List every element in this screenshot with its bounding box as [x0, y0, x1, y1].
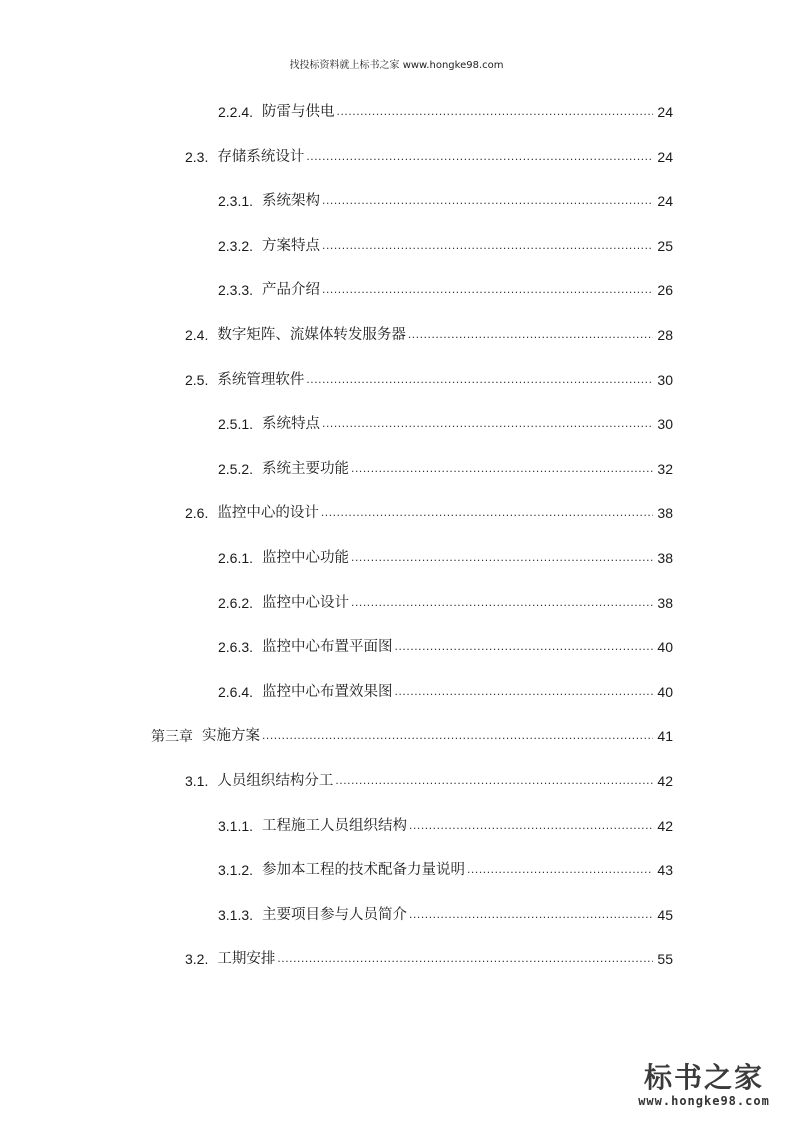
toc-entry-title: 实施方案	[202, 728, 260, 745]
toc-entry[interactable]	[185, 499, 673, 523]
toc-leader-dots	[409, 816, 653, 836]
toc-entry-title: 参加本工程的技术配备力量说明	[262, 862, 466, 879]
toc-leader-dots	[351, 548, 653, 568]
toc-entry-page: 30	[657, 371, 673, 388]
toc-entry[interactable]	[185, 945, 673, 969]
toc-leader-dots	[395, 682, 653, 702]
toc-entry-page: 43	[657, 862, 673, 879]
toc-entry[interactable]	[218, 589, 673, 613]
logo-brand: 标书之家	[643, 1061, 764, 1094]
page-header: 找投标资料就上标书之家 www.hongke98.com	[289, 60, 504, 71]
toc-entry-title: 系统管理软件	[217, 371, 305, 388]
toc-entry-title: 方案特点	[262, 237, 321, 254]
toc-leader-dots	[322, 236, 653, 256]
toc-entry-page: 24	[657, 148, 673, 165]
toc-entry-number: 2.5.1.	[218, 416, 254, 433]
toc-entry-title: 监控中心的设计	[217, 505, 319, 522]
toc-entry[interactable]	[151, 722, 673, 746]
toc-entry[interactable]	[185, 143, 673, 167]
toc-entry-page: 32	[657, 460, 673, 477]
toc-entry-number: 2.3.3.	[218, 282, 254, 299]
toc-leader-dots	[335, 771, 653, 791]
toc-entry-title: 工程施工人员组织结构	[262, 817, 408, 834]
toc-entry-page: 24	[657, 104, 673, 120]
toc-entry-page: 41	[657, 728, 673, 745]
toc-entry-page: 45	[657, 906, 673, 923]
toc-entry-number: 2.5.2.	[218, 460, 254, 477]
toc-entry[interactable]	[218, 633, 673, 657]
toc-leader-dots	[306, 147, 653, 167]
toc-leader-dots	[306, 370, 653, 390]
toc-entry-number: 2.5.	[185, 371, 209, 388]
logo-url: www.hongke98.com	[638, 1094, 770, 1108]
toc-entry[interactable]	[185, 767, 673, 791]
toc-leader-dots	[322, 414, 653, 434]
toc-entry-number: 2.6.1.	[218, 550, 254, 566]
toc-entry-title: 防雷与供电	[262, 104, 335, 120]
toc-entry-title: 监控中心布置平面图	[262, 639, 393, 656]
toc-entry-title: 系统架构	[262, 193, 321, 210]
toc-entry-page: 28	[657, 327, 673, 343]
toc-entry-title: 工期安排	[217, 951, 276, 968]
toc-entry-number: 3.2.	[185, 951, 209, 968]
toc-entry-number: 2.4.	[185, 327, 209, 343]
toc-entry[interactable]	[218, 98, 673, 122]
toc-leader-dots	[351, 593, 653, 613]
toc-entry-number: 3.1.	[185, 773, 209, 789]
toc-entry-number: 3.1.1.	[218, 817, 254, 834]
toc-entry-page: 25	[657, 237, 673, 254]
toc-leader-dots	[395, 637, 653, 657]
toc-entry-number: 2.3.2.	[218, 237, 254, 254]
toc-leader-dots	[467, 860, 653, 880]
toc-entry[interactable]	[218, 276, 673, 300]
toc-entry-page: 38	[657, 550, 673, 566]
toc-leader-dots	[262, 726, 653, 746]
toc-entry-page: 26	[657, 282, 673, 299]
toc-entry[interactable]	[218, 856, 673, 880]
toc-entry-number: 2.6.3.	[218, 639, 254, 656]
toc-leader-dots	[322, 280, 653, 300]
toc-entry-title: 存储系统设计	[217, 148, 305, 165]
toc-entry-title: 产品介绍	[262, 282, 321, 299]
toc-entry-title: 系统主要功能	[262, 460, 350, 477]
toc-entry-number: 2.6.	[185, 505, 209, 522]
toc-leader-dots	[322, 191, 653, 211]
toc-entry-page: 38	[657, 594, 673, 611]
toc-entry-title: 监控中心设计	[262, 594, 350, 611]
toc-entry[interactable]	[218, 410, 673, 434]
toc-entry-title: 主要项目参与人员简介	[262, 906, 408, 923]
toc-entry[interactable]	[218, 455, 673, 479]
toc-entry-number: 2.6.2.	[218, 594, 254, 611]
toc-leader-dots	[321, 503, 653, 523]
toc-entry-number: 3.1.2.	[218, 862, 254, 879]
toc-entry-page: 42	[657, 773, 673, 789]
toc-entry-number: 2.3.1.	[218, 193, 254, 210]
toc-entry-page: 24	[657, 193, 673, 210]
toc-entry-title: 系统特点	[262, 416, 321, 433]
toc-leader-dots	[408, 325, 653, 345]
toc-entry[interactable]	[218, 544, 673, 568]
toc-entry-number: 3.1.3.	[218, 906, 254, 923]
toc-entry-number: 第三章	[151, 728, 193, 745]
toc-leader-dots	[337, 102, 653, 122]
toc-entry-title: 人员组织结构分工	[217, 773, 334, 789]
toc-entry-title: 监控中心功能	[262, 550, 350, 566]
toc-entry[interactable]	[218, 187, 673, 211]
toc-entry-number: 2.3.	[185, 148, 209, 165]
toc-entry-title: 数字矩阵、流媒体转发服务器	[217, 327, 406, 343]
toc-entry[interactable]	[218, 678, 673, 702]
toc-entry-page: 55	[657, 951, 673, 968]
toc-entry[interactable]	[218, 232, 673, 256]
toc-entry-page: 38	[657, 505, 673, 522]
watermark-logo	[629, 1062, 779, 1108]
toc-entry-page: 40	[657, 683, 673, 700]
toc-entry[interactable]	[185, 366, 673, 390]
toc-entry[interactable]	[185, 321, 673, 345]
toc-entry-number: 2.2.4.	[218, 104, 254, 120]
toc-entry-page: 30	[657, 416, 673, 433]
toc-entry-page: 40	[657, 639, 673, 656]
toc-entry[interactable]	[218, 812, 673, 836]
toc-entry[interactable]	[218, 901, 673, 925]
toc-entry-number: 2.6.4.	[218, 683, 254, 700]
toc-entry-title: 监控中心布置效果图	[262, 683, 393, 700]
toc-leader-dots	[409, 905, 653, 925]
toc-leader-dots	[351, 459, 653, 479]
toc-entry-page: 42	[657, 817, 673, 834]
toc-leader-dots	[277, 949, 653, 969]
